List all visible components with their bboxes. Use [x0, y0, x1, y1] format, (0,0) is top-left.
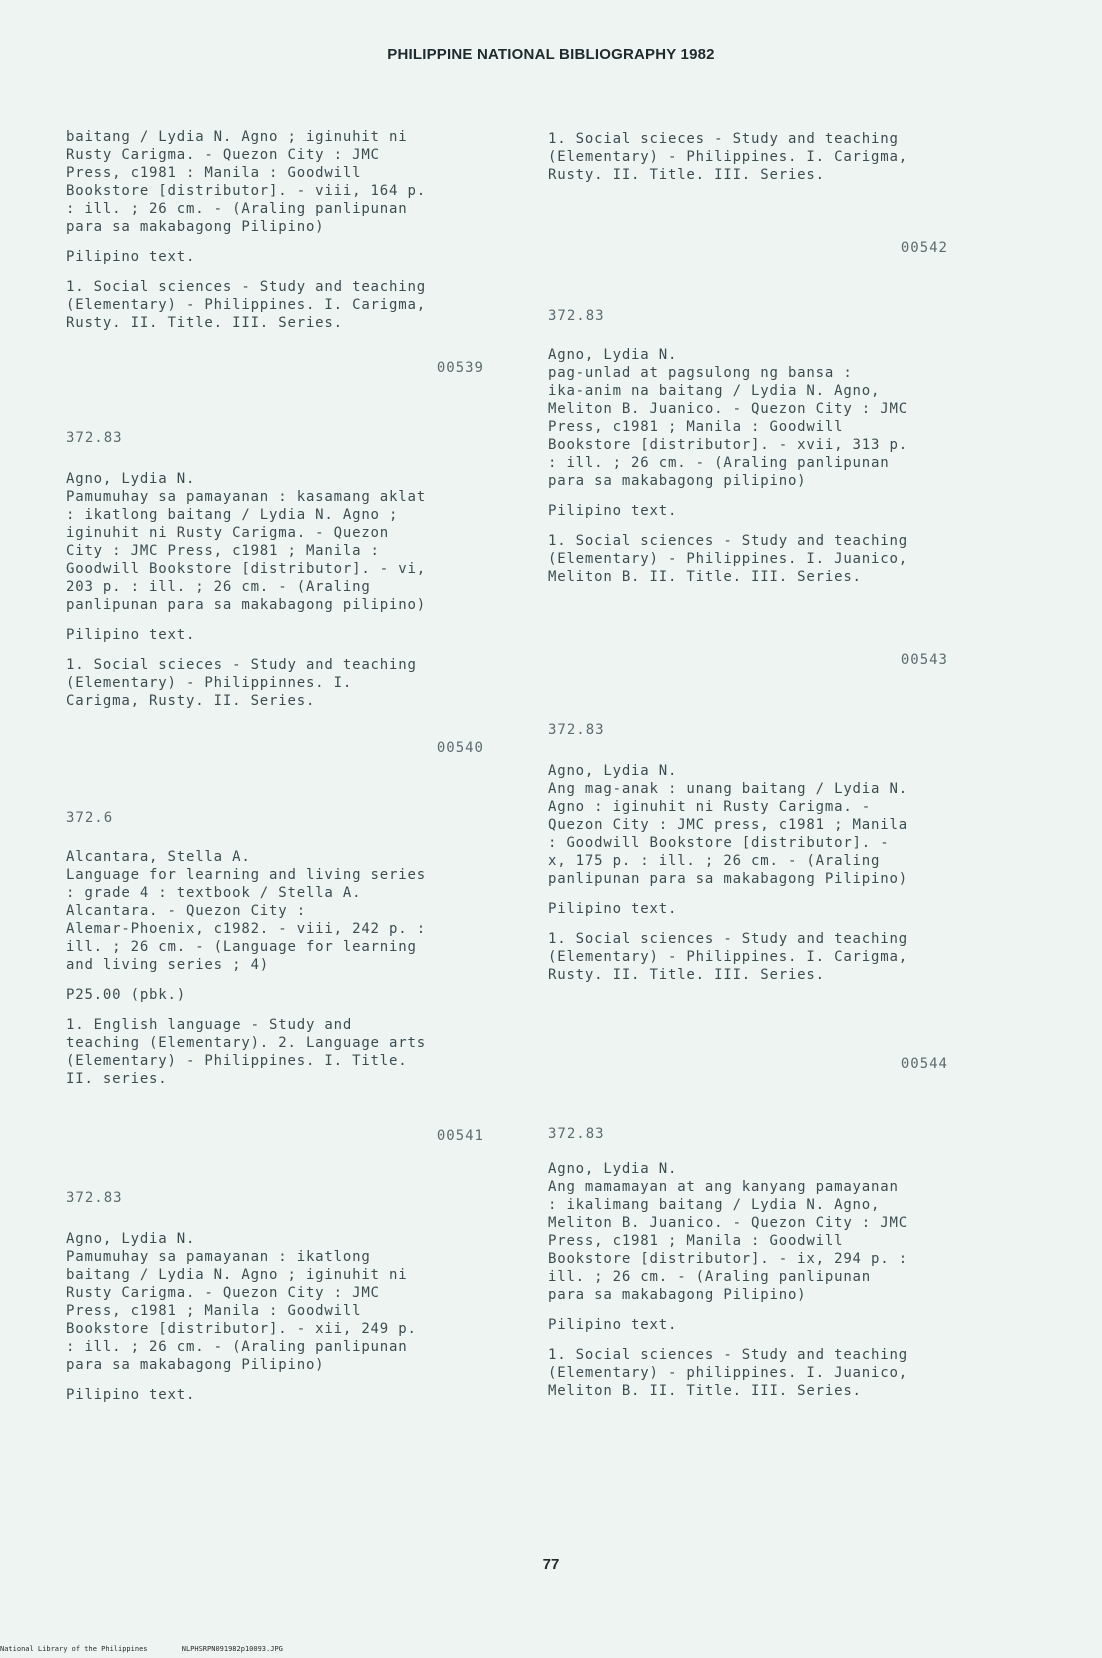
entry-subjects: 1. Social sciences - Study and teaching (Elementary) - Philippines. I. Juanico, Meliton B. II. Title. III. Series. [548, 533, 908, 585]
entry-subjects: 1. Social sciences - Study and teaching (Elementary) - Philippines. I. Carigma, Rusty. II. Title. III. Series. [66, 279, 426, 331]
entry-number: 00543 [900, 652, 948, 668]
entry [548, 346, 1018, 598]
footer-library: National Library of the Philippines [0, 1645, 148, 1653]
entry [66, 1230, 536, 1416]
entry-description: Agno, Lydia N. Ang mag-anak : unang baitang / Lydia N. Agno : iginuhit ni Rusty Carigma. - Quezon City : JMC press, c1981 ; Manila : Goodwill Bookstore [distributor]. - x, 175 p. : ill. ; 26 cm. - (Araling panlipunan para sa makabagong Pilipino) [548, 763, 908, 887]
entry-continued [548, 130, 1018, 196]
entry-note: Pilipino text. [548, 1317, 678, 1333]
footer-filename: NLPHSRPN091982p10093.JPG [181, 1645, 283, 1653]
entry-description: Agno, Lydia N. Pamumuhay sa pamayanan : ikatlong baitang / Lydia N. Agno ; iginuhit ni Rusty Carigma. - Quezon City : JMC Press, c1981 ; Manila : Goodwill Bookstore [distributor]. - xii, 249 p. : ill. ; 26 cm. - (Araling panlipunan para sa makabagong Pilipino) [66, 1231, 417, 1373]
classification-number: 372.83 [66, 430, 123, 446]
entry-note: Pilipino text. [548, 901, 678, 917]
entry [66, 848, 536, 1100]
entry-note: Pilipino text. [66, 249, 196, 265]
entry-number: 00541 [436, 1128, 484, 1144]
entry [548, 762, 1018, 996]
entry-description: Agno, Lydia N. Pamumuhay sa pamayanan : kasamang aklat : ikatlong baitang / Lydia N. Agno ; iginuhit ni Rusty Carigma. - Quezon City : JMC Press, c1981 ; Manila : Goodwill Bookstore [distributor]. - vi, 203 p. : ill. ; 26 cm. - (Araling panlipunan para sa makabagong pilipino) [66, 471, 426, 613]
entry-price: P25.00 (pbk.) [66, 987, 186, 1003]
entry-subjects: 1. Social sciences - Study and teaching (Elementary) - philippines. I. Juanico, Meliton B. II. Title. III. Series. [548, 1347, 908, 1399]
classification-number: 372.6 [66, 810, 114, 826]
entry-number: 00539 [436, 360, 484, 376]
entry [548, 1160, 1018, 1412]
entry-subjects: 1. Social sciences - Study and teaching (Elementary) - Philippines. I. Carigma, Rusty. II. Title. III. Series. [548, 931, 908, 983]
entry-subjects: 1. Social scieces - Study and teaching (Elementary) - Philippinnes. I. Carigma, Rusty. II. Series. [66, 657, 417, 709]
entry [66, 470, 536, 722]
entry-subjects: 1. Social scieces - Study and teaching (Elementary) - Philippines. I. Carigma, Rusty. II. Title. III. Series. [548, 131, 908, 183]
entry-note: Pilipino text. [548, 503, 678, 519]
page-header: PHILIPPINE NATIONAL BIBLIOGRAPHY 1982 [387, 46, 715, 63]
entry-description: Alcantara, Stella A. Language for learning and living series : grade 4 : textbook / Stella A. Alcantara. - Quezon City : Alemar-Phoenix, c1982. - viii, 242 p. : ill. ; 26 cm. - (Language for learning and living series ; 4) [66, 849, 426, 973]
entry-description: Agno, Lydia N. pag-unlad at pagsulong ng bansa : ika-anim na baitang / Lydia N. Agno, Meliton B. Juanico. - Quezon City : JMC Press, c1981 ; Manila : Goodwill Bookstore [distributor]. - xvii, 313 p. : ill. ; 26 cm. - (Araling panlipunan para sa makabagong pilipino) [548, 347, 908, 489]
entry-description: baitang / Lydia N. Agno ; iginuhit ni Rusty Carigma. - Quezon City : JMC Press, c1981 : Manila : Goodwill Bookstore [distributor]. - viii, 164 p. : ill. ; 26 cm. - (Araling panlipunan para sa makabagong Pilipino) [66, 129, 426, 235]
classification-number: 372.83 [548, 308, 605, 324]
scan-footer [0, 1645, 1102, 1653]
entry-description: Agno, Lydia N. Ang mamamayan at ang kanyang pamayanan : ikalimang baitang / Lydia N. Agno, Meliton B. Juanico. - Quezon City : JMC Press, c1981 ; Manila : Goodwill Bookstore [distributor]. - ix, 294 p. : ill. ; 26 cm. - (Araling panlipunan para sa makabagong Pilipino) [548, 1161, 908, 1303]
entry-note: Pilipino text. [66, 627, 196, 643]
classification-number: 372.83 [548, 722, 605, 738]
entry-number: 00540 [436, 740, 484, 756]
classification-number: 372.83 [66, 1190, 123, 1206]
entry-number: 00544 [900, 1056, 948, 1072]
classification-number: 372.83 [548, 1126, 605, 1142]
entry-subjects: 1. English language - Study and teaching (Elementary). 2. Language arts (Elementary) - Philippines. I. Title. II. series. [66, 1017, 426, 1087]
entry-note: Pilipino text. [66, 1387, 196, 1403]
entry-continued [66, 128, 536, 344]
page-number: 77 [542, 1556, 560, 1573]
entry-number: 00542 [900, 240, 948, 256]
